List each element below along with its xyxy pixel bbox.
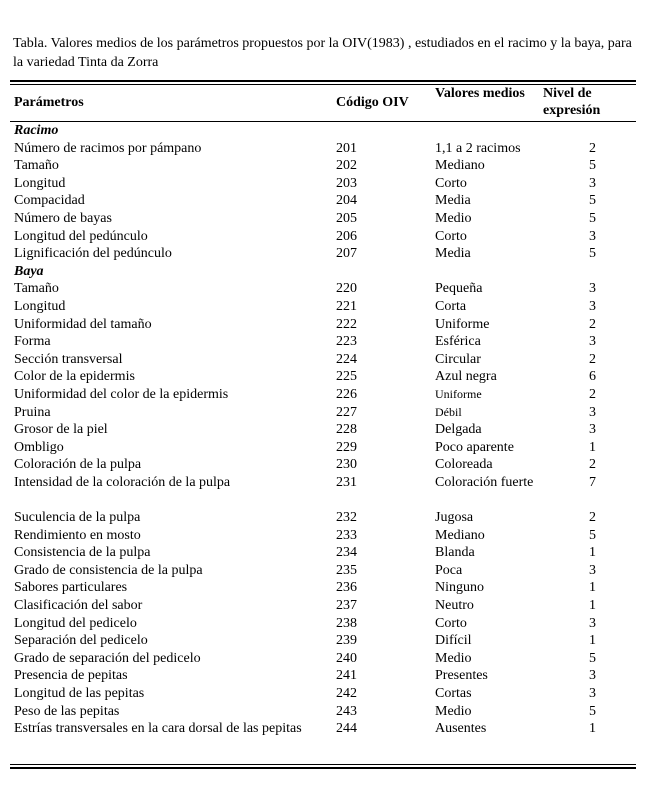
expression-level-cell: 3 [589, 668, 596, 684]
parameter-cell: Intensidad de la coloración de la pulpa [14, 474, 231, 490]
oiv-code-cell: 241 [336, 668, 357, 684]
oiv-code-cell: 202 [336, 158, 357, 174]
table-caption: Tabla. Valores medios de los parámetros propuestos por la OIV(1983) , estudiados en el racimo y la baya, para la variedad Tinta da Zorra [13, 36, 632, 70]
parameter-cell: Tamaño [14, 158, 59, 174]
expression-level-cell: 2 [589, 140, 596, 156]
expression-level-cell: 2 [589, 457, 596, 473]
parameter-cell: Rendimiento en mosto [14, 527, 141, 543]
oiv-code-cell: 233 [336, 527, 357, 543]
oiv-code-cell: 220 [336, 281, 357, 297]
expression-level-cell: 3 [589, 228, 596, 244]
mean-value-cell: Poco aparente [435, 439, 514, 455]
oiv-code-cell: 231 [336, 474, 357, 490]
expression-level-cell: 5 [589, 527, 596, 543]
oiv-code-cell: 243 [336, 703, 357, 719]
oiv-code-cell: 232 [336, 510, 357, 526]
oiv-code-cell: 235 [336, 562, 357, 578]
oiv-code-cell: 201 [336, 140, 357, 156]
oiv-code-cell: 207 [336, 246, 357, 262]
expression-level-cell: 2 [589, 351, 596, 367]
table-row [0, 316, 648, 334]
oiv-code-cell: 236 [336, 580, 357, 596]
header-parametros: Parámetros [14, 95, 84, 110]
mean-value-cell: Medio [435, 210, 472, 226]
oiv-code-cell: 230 [336, 457, 357, 473]
mean-value-cell: Cortas [435, 686, 472, 701]
expression-level-cell: 5 [589, 650, 596, 666]
expression-level-cell: 3 [589, 686, 596, 701]
expression-level-cell: 5 [589, 158, 596, 174]
parameter-cell: Ombligo [14, 439, 64, 455]
expression-level-cell: 1 [589, 633, 596, 649]
table-row [0, 298, 648, 316]
table-row [0, 192, 648, 210]
mean-value-cell: Coloración fuerte [435, 474, 534, 490]
table-bottom-rule [10, 764, 636, 769]
section-row [0, 122, 648, 140]
expression-level-cell: 3 [589, 298, 596, 314]
section-title: Racimo [14, 123, 59, 138]
table-row [0, 685, 648, 703]
parameter-cell: Tamaño [14, 281, 59, 297]
mean-value-cell: Débil [435, 404, 462, 419]
mean-value-cell: Azul negra [435, 369, 497, 385]
parameter-cell: Longitud [14, 298, 66, 314]
parameter-cell: Suculencia de la pulpa [14, 510, 141, 526]
parameter-cell: Sabores particulares [14, 580, 128, 596]
parameter-cell: Número de bayas [14, 210, 112, 226]
table-row [0, 228, 648, 246]
mean-value-cell: Medio [435, 703, 472, 719]
parameter-cell: Número de racimos por pámpano [14, 140, 202, 156]
expression-level-cell: 3 [589, 175, 596, 191]
mean-value-cell: Coloreada [435, 457, 493, 473]
expression-level-cell: 1 [589, 545, 596, 561]
mean-value-cell: Blanda [435, 545, 475, 561]
table-row [0, 615, 648, 633]
parameter-cell: Uniformidad del tamaño [14, 316, 152, 332]
expression-level-cell: 1 [589, 439, 596, 455]
mean-value-cell: Mediano [435, 527, 485, 543]
oiv-code-cell: 224 [336, 351, 357, 367]
mean-value-cell: Ausentes [435, 721, 487, 737]
oiv-code-cell: 238 [336, 615, 357, 631]
mean-value-cell: Media [435, 193, 471, 209]
oiv-code-cell: 239 [336, 633, 357, 649]
table-row [0, 333, 648, 351]
table-row [0, 140, 648, 158]
oiv-code-cell: 227 [336, 404, 357, 420]
parameter-cell: Grosor de la piel [14, 422, 108, 438]
expression-level-cell: 5 [589, 210, 596, 226]
mean-value-cell: Corto [435, 228, 467, 244]
expression-level-cell: 2 [589, 316, 596, 332]
table-row [0, 650, 648, 668]
table-row [0, 439, 648, 457]
oiv-code-cell: 237 [336, 598, 357, 614]
expression-level-cell: 2 [589, 386, 596, 402]
parameter-cell: Longitud [14, 175, 66, 191]
oiv-code-cell: 223 [336, 334, 357, 350]
mean-value-cell: Presentes [435, 668, 488, 684]
mean-value-cell: Circular [435, 351, 481, 367]
parameter-cell: Lignificación del pedúnculo [14, 246, 172, 262]
oiv-code-cell: 205 [336, 210, 357, 226]
table-row [0, 703, 648, 721]
header-codigo-oiv: Código OIV [336, 95, 409, 110]
table-row [0, 175, 648, 193]
table-row [0, 667, 648, 685]
parameter-cell: Longitud de las pepitas [14, 686, 145, 701]
table-row [0, 562, 648, 580]
oiv-code-cell: 234 [336, 545, 357, 561]
table-row [0, 210, 648, 228]
mean-value-cell: Media [435, 246, 471, 262]
oiv-code-cell: 225 [336, 369, 357, 385]
table-row [0, 544, 648, 562]
mean-value-cell: Ninguno [435, 580, 484, 596]
table-row [0, 474, 648, 509]
parameter-cell: Clasificación del sabor [14, 598, 143, 614]
mean-value-cell: 1,1 a 2 racimos [435, 140, 521, 156]
table-row [0, 351, 648, 369]
oiv-code-cell: 244 [336, 721, 357, 737]
mean-value-cell: Poca [435, 562, 463, 578]
section-title: Baya [14, 263, 44, 279]
oiv-code-cell: 221 [336, 298, 357, 314]
table-row [0, 720, 648, 755]
expression-level-cell: 2 [589, 510, 596, 526]
expression-level-cell: 6 [589, 369, 596, 385]
table-row [0, 509, 648, 527]
table-row [0, 456, 648, 474]
mean-value-cell: Pequeña [435, 281, 483, 297]
expression-level-cell: 7 [589, 474, 596, 490]
table-row [0, 368, 648, 386]
expression-level-cell: 3 [589, 562, 596, 578]
parameter-cell: Color de la epidermis [14, 369, 135, 385]
expression-level-cell: 3 [589, 281, 596, 297]
oiv-code-cell: 229 [336, 439, 357, 455]
parameter-cell: Estrías transversales en la cara dorsal de las pepitas [14, 721, 302, 737]
section-row [0, 263, 648, 281]
mean-value-cell: Corta [435, 298, 467, 314]
parameter-cell: Consistencia de la pulpa [14, 545, 151, 561]
oiv-code-cell: 206 [336, 228, 357, 244]
parameter-cell: Coloración de la pulpa [14, 457, 142, 473]
parameter-cell: Grado de consistencia de la pulpa [14, 562, 203, 578]
parameter-cell: Presencia de pepitas [14, 668, 128, 684]
table-row [0, 421, 648, 439]
table-row [0, 157, 648, 175]
table-row [0, 245, 648, 263]
parameter-cell: Longitud del pedicelo [14, 615, 137, 631]
parameter-cell: Forma [14, 334, 51, 350]
header-valores-medios: Valores medios [435, 86, 525, 101]
mean-value-cell: Delgada [435, 422, 482, 438]
oiv-code-cell: 226 [336, 386, 357, 402]
mean-value-cell: Medio [435, 650, 472, 666]
table-row [0, 280, 648, 298]
expression-level-cell: 5 [589, 246, 596, 262]
oiv-code-cell: 204 [336, 193, 357, 209]
expression-level-cell: 1 [589, 721, 596, 737]
expression-level-cell: 3 [589, 422, 596, 438]
oiv-code-cell: 203 [336, 175, 357, 191]
mean-value-cell: Neutro [435, 598, 474, 614]
mean-value-cell: Corto [435, 175, 467, 191]
oiv-code-cell: 228 [336, 422, 357, 438]
expression-level-cell: 5 [589, 703, 596, 719]
mean-value-cell: Corto [435, 615, 467, 631]
mean-value-cell: Difícil [435, 633, 472, 649]
parameter-cell: Sección transversal [14, 351, 123, 367]
expression-level-cell: 1 [589, 580, 596, 596]
mean-value-cell: Uniforme [435, 316, 490, 332]
mean-value-cell: Jugosa [435, 510, 474, 526]
expression-level-cell: 3 [589, 334, 596, 350]
expression-level-cell: 1 [589, 598, 596, 614]
table-row [0, 527, 648, 545]
parameter-cell: Pruina [14, 404, 51, 420]
mean-value-cell: Esférica [435, 334, 481, 350]
parameter-cell: Uniformidad del color de la epidermis [14, 386, 229, 402]
parameter-cell: Peso de las pepitas [14, 703, 120, 719]
expression-level-cell: 3 [589, 404, 596, 420]
parameter-cell: Grado de separación del pedicelo [14, 650, 201, 666]
table-row [0, 404, 648, 422]
parameter-cell: Longitud del pedúnculo [14, 228, 148, 244]
table-row [0, 579, 648, 597]
expression-level-cell: 3 [589, 615, 596, 631]
parameter-cell: Compacidad [14, 193, 85, 209]
oiv-code-cell: 222 [336, 316, 357, 332]
table-row [0, 632, 648, 650]
oiv-code-cell: 240 [336, 650, 357, 666]
oiv-code-cell: 242 [336, 686, 357, 701]
expression-level-cell: 5 [589, 193, 596, 209]
table-row [0, 597, 648, 615]
parameter-cell: Separación del pedicelo [14, 633, 148, 649]
header-nivel-expresion: Nivel de expresión [543, 86, 601, 118]
table-row [0, 386, 648, 404]
table-body [0, 122, 648, 755]
mean-value-cell: Uniforme [435, 386, 482, 401]
mean-value-cell: Mediano [435, 158, 485, 174]
